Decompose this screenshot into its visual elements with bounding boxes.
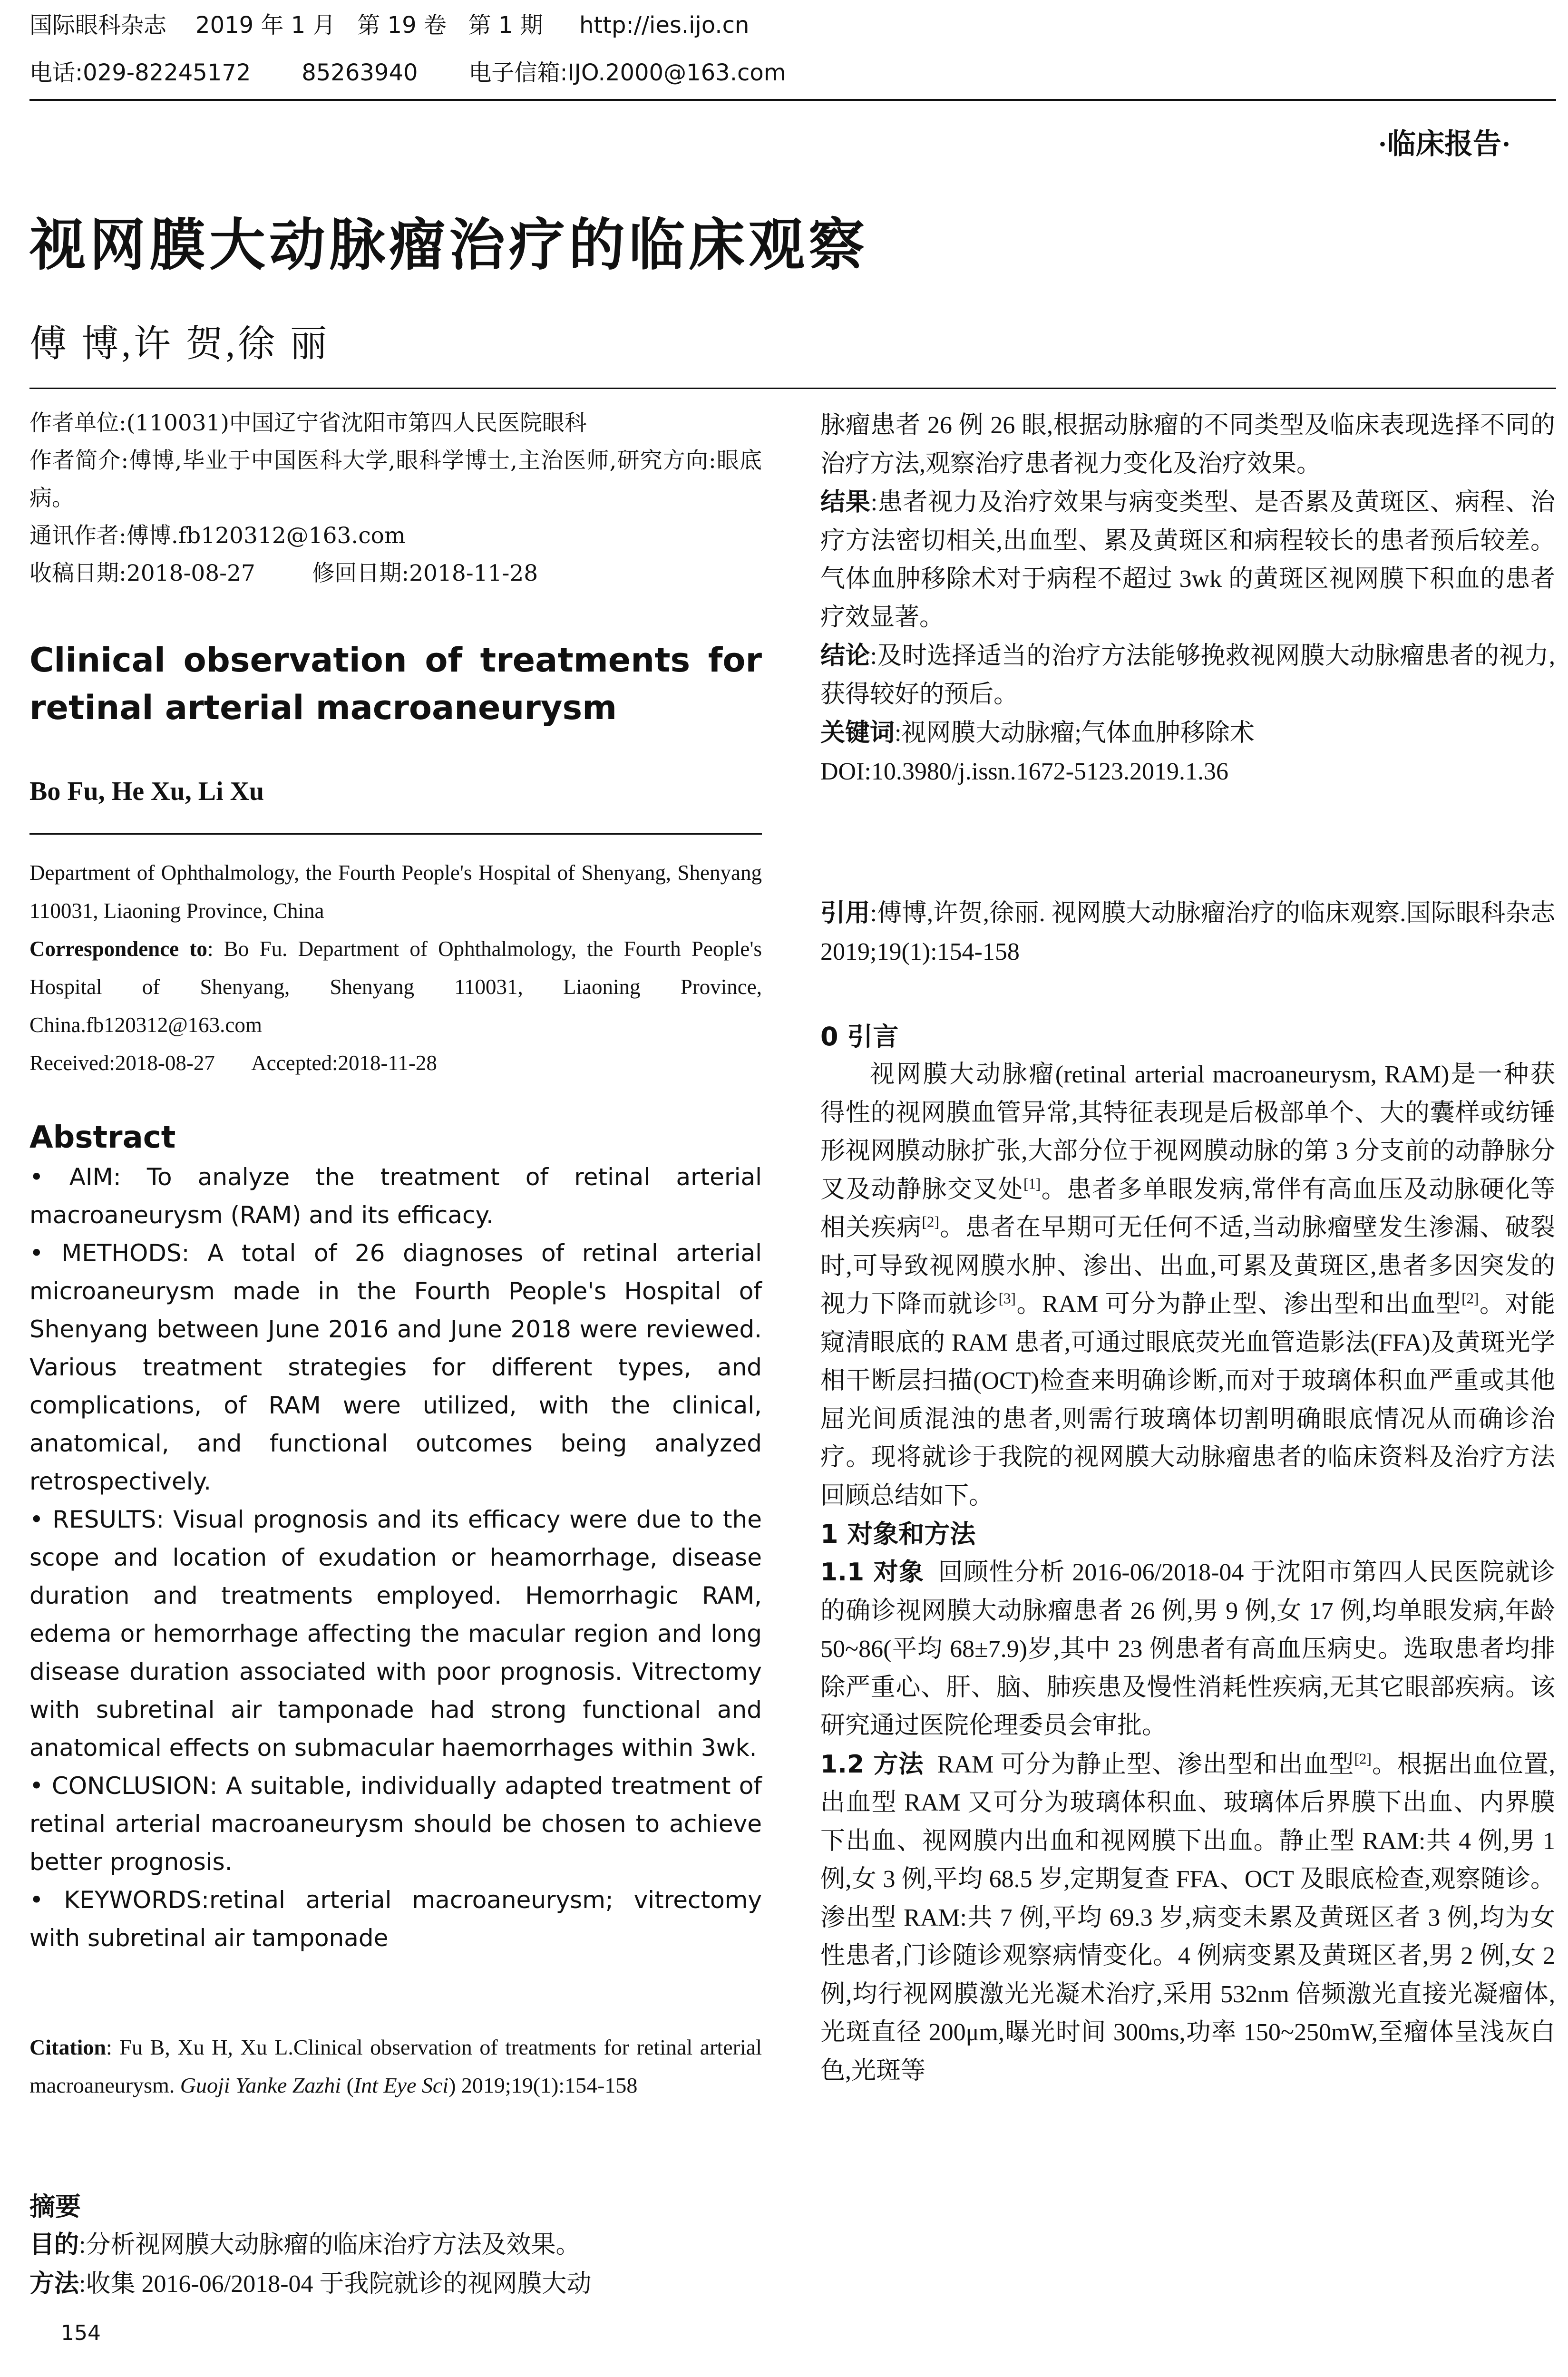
cn-dates: 收稿日期:2018-08-27 修回日期:2018-11-28 <box>29 560 538 586</box>
ref-2: [2] <box>922 1213 939 1230</box>
cn-methods-label: 方法 <box>29 2269 79 2298</box>
abstract-keywords: • KEYWORDS:retinal arterial macroaneurysm; vitrectomy with subretinal air tamponade <box>29 1886 762 1952</box>
english-title: Clinical observation of treatments for retinal arterial macroaneurysm <box>29 641 762 727</box>
methods-text-1: RAM 可分为静止型、渗出型和出血型 <box>924 1751 1354 1778</box>
abstract-block <box>29 1120 762 1957</box>
cn-aim-text: :分析视网膜大动脉瘤的临床治疗方法及效果。 <box>79 2231 581 2259</box>
ref-1: [1] <box>1023 1175 1041 1192</box>
journal-header-line1: 国际眼科杂志 2019 年 1 月 第 19 卷 第 1 期 http://ies.ijo.cn <box>29 12 750 39</box>
intro-text-5: 。对能窥清眼底的 RAM 患者,可通过眼底荧光血管造影法(FFA)及黄斑光学相干断层扫描(OCT)检查来明确诊断,而对于玻璃体积血严重或其他屈光间质混浊的患者,则需行玻璃体切割明确眼底情况从而确诊治疗。现将就诊于我院的视网膜大动脉瘤患者的临床资料及治疗方法回顾总结如下。 <box>820 1291 1555 1510</box>
cn-abstract-aim <box>29 2226 762 2265</box>
citation-cn-block <box>820 894 1555 971</box>
english-affiliation: Department of Ophthalmology, the Fourth People's Hospital of Shenyang, Shenyang 110031, Liaoning Province, China <box>29 861 762 923</box>
cn-meta <box>29 404 762 592</box>
cn-abstract-right <box>820 407 1555 791</box>
citation-cn <box>820 894 1555 971</box>
intro-heading: 0 引言 <box>820 1022 899 1052</box>
body-text <box>820 1018 1561 2090</box>
cn-abstract-left <box>29 2188 762 2303</box>
cn-correspondence: 通讯作者:傅博.fb120312@163.com <box>29 523 406 549</box>
cn-keywords-label: 关键词 <box>820 719 895 747</box>
intro-text-3: 。患者在早期可无任何不适,当动脉瘤壁发生渗漏、破裂时,可导致视网膜水肿、渗出、出血,可累及黄斑区,患者多因突发的视力下降而就诊 <box>820 1214 1555 1318</box>
citation-en <box>29 2028 762 2104</box>
english-authors-rule <box>29 833 762 835</box>
section-label: ·临床报告· <box>1377 128 1511 160</box>
citation-label: Citation <box>29 2035 106 2059</box>
ref-4: [2] <box>1461 1290 1479 1307</box>
citation-text-end: ) 2019;19(1):154-158 <box>448 2073 638 2097</box>
methods-methods <box>820 1745 1555 2091</box>
cn-results-label: 结果 <box>820 488 871 516</box>
article-authors: 傅 博,许 贺,徐 丽 <box>29 323 330 364</box>
citation-en-block <box>29 2028 762 2104</box>
abstract-heading: Abstract <box>29 1120 176 1155</box>
cn-conclusion-text: :及时选择适当的治疗方法能够挽救视网膜大动脉瘤患者的视力,获得较好的预后。 <box>820 643 1555 708</box>
subjects-label: 1.1 对象 <box>820 1558 925 1587</box>
cn-conclusion-label: 结论 <box>820 642 870 670</box>
title-rule <box>29 388 1556 389</box>
abstract-conclusion: • CONCLUSION: A suitable, individually adapted treatment of retinal arterial macroaneurysm should be chosen to achieve better prognosis. <box>29 1772 762 1876</box>
english-correspondence <box>29 930 762 1044</box>
cn-methods-continued: 脉瘤患者 26 例 26 眼,根据动脉瘤的不同类型及临床表现选择不同的治疗方法,观察治疗患者视力变化及治疗效果。 <box>820 412 1555 477</box>
correspondence-label: Correspondence to <box>29 937 207 961</box>
methods-label: 1.2 方法 <box>820 1750 924 1779</box>
abstract-methods: • METHODS: A total of 26 diagnoses of retinal arterial microaneurysm made in the Fourth People's Hospital of Shenyang between June 2016 and June 2018 were reviewed. Various treatment strategies for different types, and complications, of RAM were utilized, with the clinical, anatomical, and functional outcomes being analyzed retrospectively. <box>29 1239 762 1495</box>
citation-cn-label: 引用 <box>820 899 870 927</box>
methods-heading: 1 对象和方法 <box>820 1519 976 1549</box>
cn-keywords-text: :视网膜大动脉瘤;气体血肿移除术 <box>895 720 1255 747</box>
header-rule <box>29 99 1556 101</box>
cn-abstract-conclusion <box>820 637 1555 714</box>
cn-abstract-methods-start <box>29 2265 762 2304</box>
citation-paren-open: ( <box>341 2073 354 2097</box>
intro-paragraph <box>820 1056 1555 1515</box>
english-dates: Received:2018-08-27 Accepted:2018-11-28 <box>29 1051 437 1075</box>
cn-affiliation: 作者单位:(110031)中国辽宁省沈阳市第四人民医院眼科 <box>29 410 587 436</box>
correspondence-text: : Bo Fu. Department of Ophthalmology, the Fourth People's Hospital of Shenyang, Shenyang 110031, Liaoning Province, China.fb120312@163.com <box>29 937 762 1037</box>
intro-text-1: 视网膜大动脉瘤(retinal arterial macroaneurysm, RAM)是一种获得性的视网膜血管异常,其特征表现是后极部单个、大的囊样或纺锤形视网膜动脉扩张,大部分位于视网膜动脉的第 3 分支前的动静脉分叉及动静脉交叉处 <box>820 1061 1555 1203</box>
journal-header-line2: 电话:029-82245172 85263940 电子信箱:IJO.2000@163.com <box>29 59 786 86</box>
english-title-block <box>29 636 762 731</box>
citation-journal-abbr: Int Eye Sci <box>353 2073 449 2097</box>
cn-doi: DOI:10.3980/j.issn.1672-5123.2019.1.36 <box>820 758 1228 785</box>
cn-methods-text-left: :收集 2016-06/2018-04 于我院就诊的视网膜大动 <box>79 2270 592 2298</box>
methods-subjects <box>820 1553 1561 1745</box>
article-title: 视网膜大动脉瘤治疗的临床观察 <box>29 212 869 278</box>
citation-journal: Guoji Yanke Zazhi <box>180 2073 341 2097</box>
cn-results-text: :患者视力及治疗效果与病变类型、是否累及黄斑区、病程、治疗方法密切相关,出血型、累及黄斑区和病程较长的患者预后较差。气体血肿移除术对于病程不超过 3wk 的黄斑区视网膜下积血的患者疗效显著。 <box>820 489 1555 631</box>
ref-5: [2] <box>1354 1750 1372 1767</box>
abstract-aim: • AIM: To analyze the treatment of retinal arterial macroaneurysm (RAM) and its efficacy. <box>29 1163 762 1229</box>
english-affiliation-block <box>29 854 762 1082</box>
subjects-text: 回顾性分析 2016-06/2018-04 于沈阳市第四人民医院就诊的确诊视网膜大动脉瘤患者 26 例,男 9 例,女 17 例,均单眼发病,年龄 50~86(平均 68±7.9)岁,其中 23 例患者有高血压病史。选取患者均排除严重心、肝、脑、肺疾患及慢性消耗性疾病,无其它眼部疾病。该研究通过医院伦理委员会审批。 <box>820 1559 1561 1739</box>
english-authors: Bo Fu, He Xu, Li Xu <box>29 777 264 806</box>
page-number: 154 <box>61 2321 101 2345</box>
ref-3: [3] <box>998 1290 1016 1307</box>
cn-abstract-keywords <box>820 714 1555 753</box>
citation-text: : Fu B, Xu H, Xu L.Clinical observation of treatments for retinal arterial macroaneurysm. <box>29 2035 762 2097</box>
cn-aim-label: 目的 <box>29 2231 79 2259</box>
abstract-results: • RESULTS: Visual prognosis and its efficacy were due to the scope and location of exudation or heamorrhage, disease duration and treatments employed. Hemorrhagic RAM, edema or hemorrhage affecting the macular region and long disease duration associated with poor prognosis. Vitrectomy with subretinal air tamponade had strong functional and anatomical effects on submacular haemorrhages within 3wk. <box>29 1506 762 1762</box>
citation-cn-text: :傅博,许贺,徐丽. 视网膜大动脉瘤治疗的临床观察.国际眼科杂志 2019;19(1):154-158 <box>820 900 1555 965</box>
methods-text-2: 。根据出血位置,出血型 RAM 又可分为玻璃体积血、玻璃体后界膜下出血、内界膜下出血、视网膜内出血和视网膜下出血。静止型 RAM:共 4 例,男 1 例,女 3 例,平均 68.5 岁,定期复查 FFA、OCT 及眼底检查,观察随诊。渗出型 RAM:共 7 例,平均 69.3 岁,病变未累及黄斑区者 3 例,均为女性患者,门诊随诊观察病情变化。4 例病变累及黄斑区者,男 2 例,女 2 例,均行视网膜激光光凝术治疗,采用 532nm 倍频激光直接光凝瘤体,光斑直径 200μm,曝光时间 300ms,功率 150~250mW,至瘤体呈浅灰白色,光斑等 <box>820 1751 1555 2085</box>
intro-text-4: 。RAM 可分为静止型、渗出型和出血型 <box>1015 1291 1462 1318</box>
intro-text-2: 。患者多单眼发病,常伴有高血压及动脉硬化等相关疾病 <box>820 1176 1555 1241</box>
cn-author-bio: 作者简介:傅博,毕业于中国医科大学,眼科学博士,主治医师,研究方向:眼底病。 <box>29 448 762 511</box>
cn-abstract-heading: 摘要 <box>29 2192 81 2221</box>
cn-abstract-results <box>820 483 1555 637</box>
